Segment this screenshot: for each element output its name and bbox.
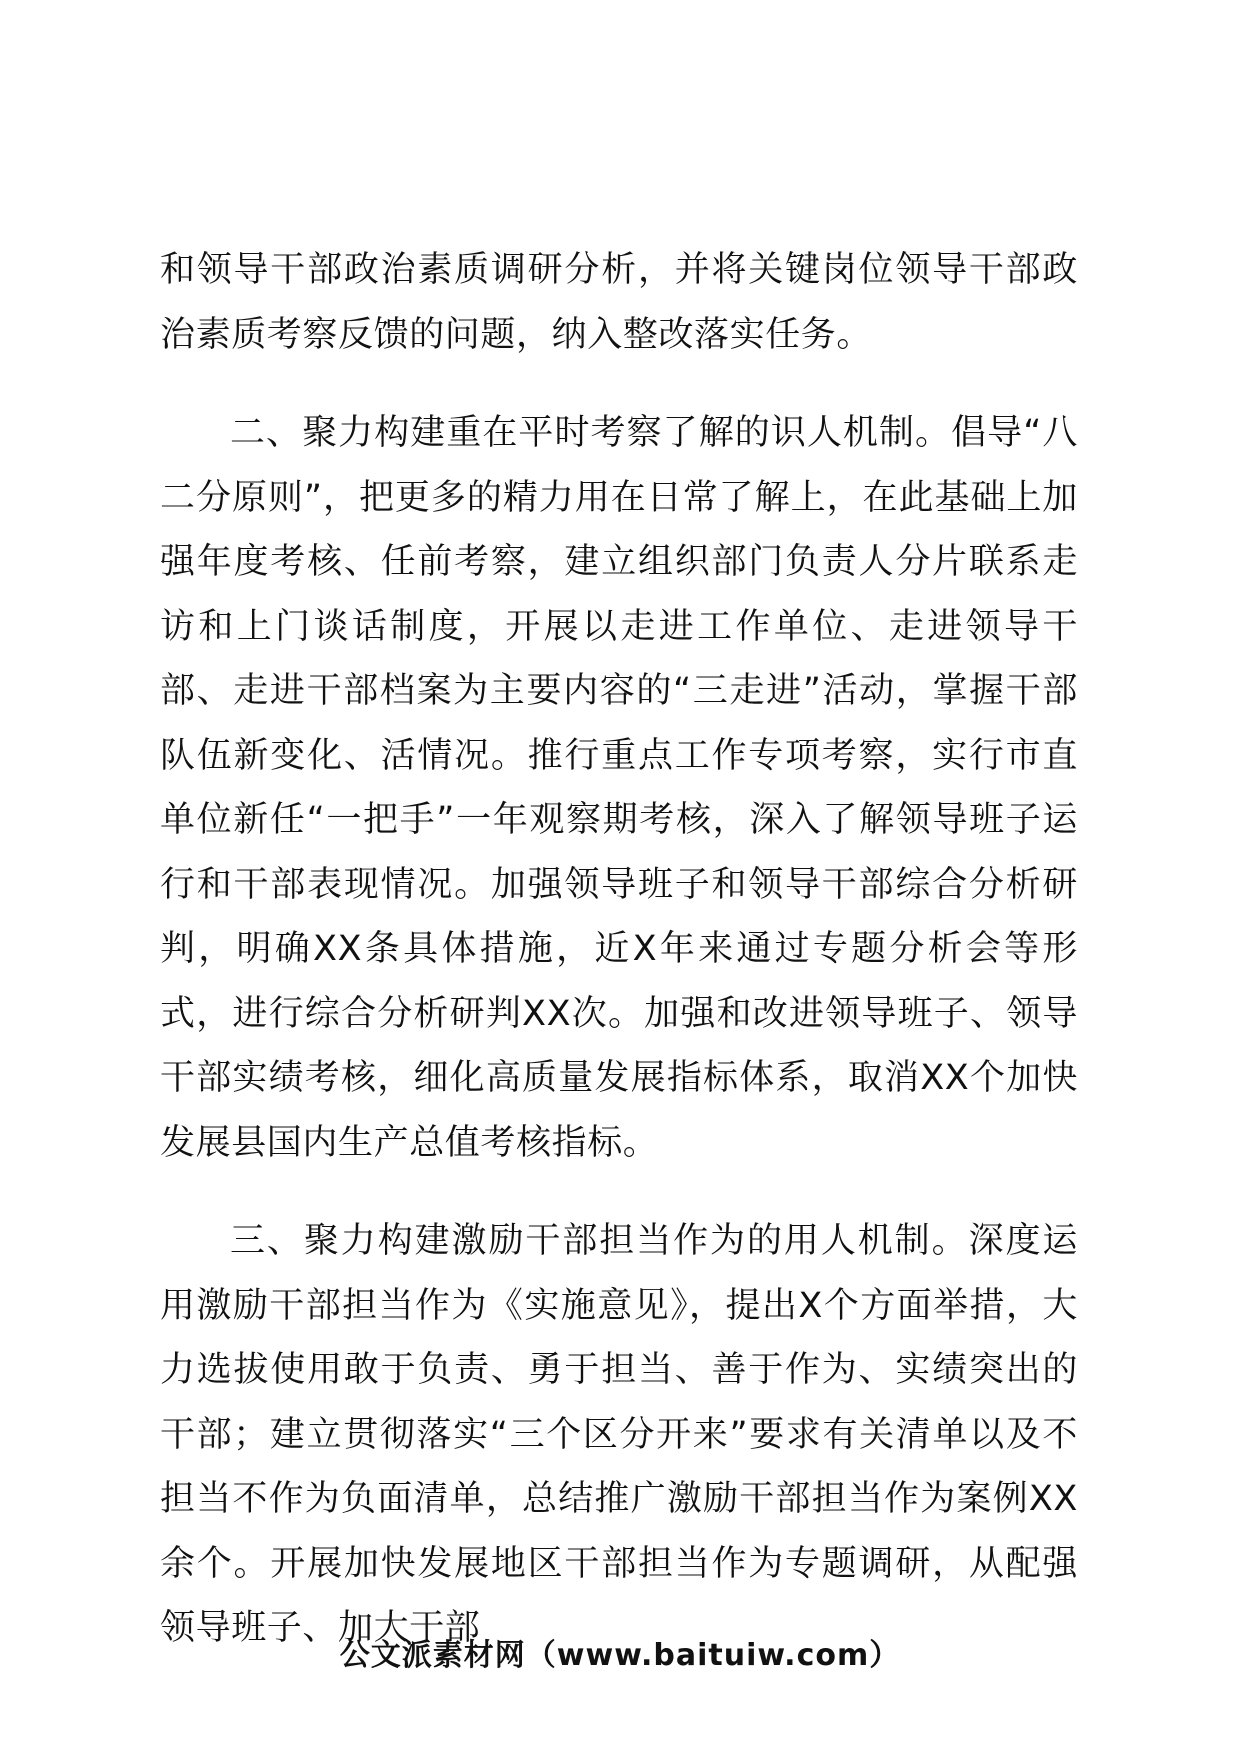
footer-watermark: 公文派素材网（www.baituiw.com） <box>339 1638 901 1673</box>
paragraph-continuation: 和领导干部政治素质调研分析，并将关键岗位领导干部政治素质考察反馈的问题，纳入整改落实任务。 <box>160 250 1078 355</box>
document-body <box>160 238 1078 1661</box>
paragraph-section-two: 二、聚力构建重在平时考察了解的识人机制。倡导“八二分原则”，把更多的精力用在日常了解上，在此基础上加强年度考核、任前考察，建立组织部门负责人分片联系走访和上门谈话制度，开展以走进工作单位、走进领导干部、走进干部档案为主要内容的“三走进”活动，掌握干部队伍新变化、活情况。推行重点工作专项考察，实行市直单位新任“一把手”一年观察期考核，深入了解领导班子运行和干部表现情况。加强领导班子和领导干部综合分析研判，明确XX条具体措施，近X年来通过专题分析会等形式，进行综合分析研判XX次。加强和改进领导班子、领导干部实绩考核，细化高质量发展指标体系，取消XX个加快发展县国内生产总值考核指标。 <box>160 413 1078 1163</box>
paragraph-section-three: 三、聚力构建激励干部担当作为的用人机制。深度运用激励干部担当作为《实施意见》，提出X个方面举措，大力选拔使用敢于负责、勇于担当、善于作为、实绩突出的干部；建立贯彻落实“三个区分开来”要求有关清单以及不担当不作为负面清单，总结推广激励干部担当作为案例XX余个。开展加快发展地区干部担当作为专题调研，从配强领导班子、加大干部 <box>160 1221 1078 1648</box>
